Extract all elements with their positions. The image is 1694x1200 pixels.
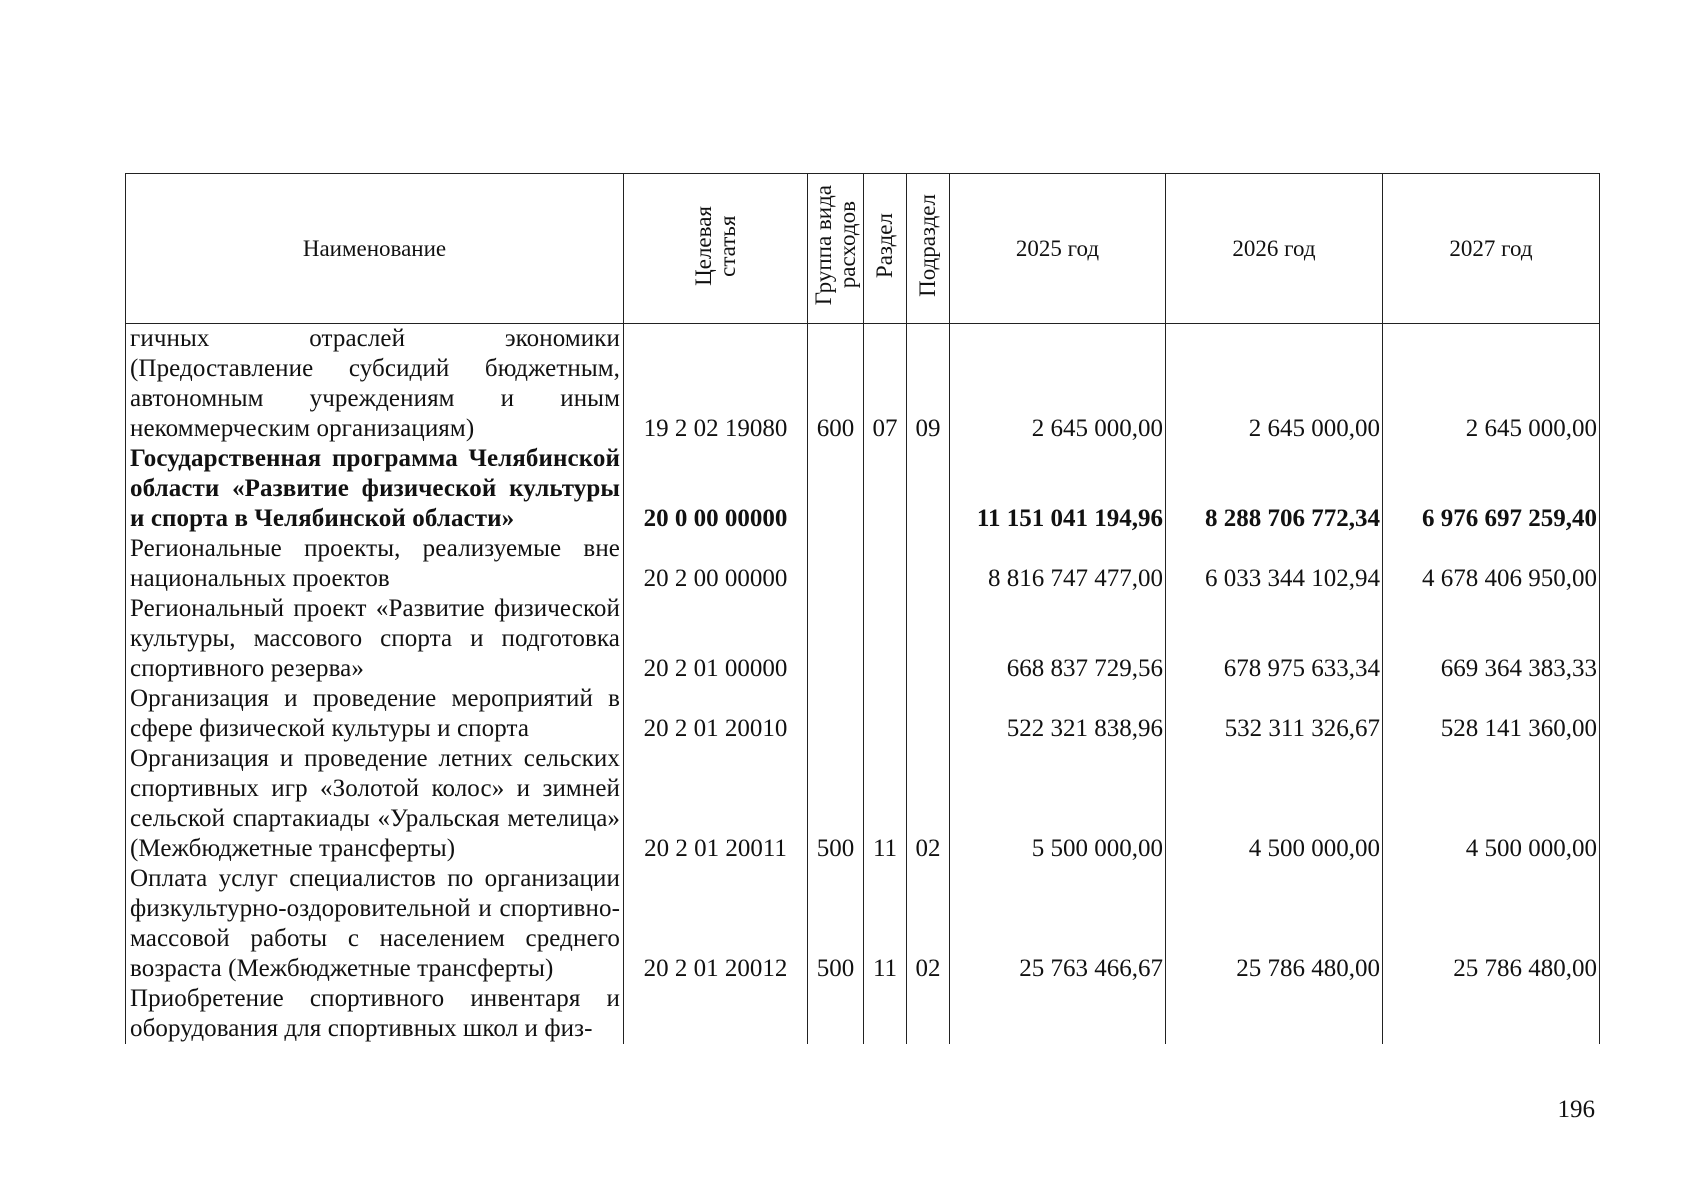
row-target-code: 20 2 00 00000 bbox=[624, 534, 808, 594]
row-2027: 528 141 360,00 bbox=[1383, 684, 1600, 744]
row-name: Организация и проведение летних сельских спортивных игр «Золотой колос» и зимней сельской спартакиады «Уральская метелица» (Межбюджетные трансферты) bbox=[126, 744, 624, 864]
table-row bbox=[126, 534, 1600, 594]
row-name: Региональный проект «Развитие физической культуры, массового спорта и подготовка спортивного резерва» bbox=[126, 594, 624, 684]
row-2026: 4 500 000,00 bbox=[1166, 744, 1383, 864]
table-row bbox=[126, 444, 1600, 534]
row-2027: 4 500 000,00 bbox=[1383, 744, 1600, 864]
row-section bbox=[864, 594, 907, 684]
row-target-code: 19 2 02 19080 bbox=[624, 324, 808, 445]
header-subsection-label: Подраздел bbox=[915, 194, 940, 297]
row-subsection bbox=[907, 444, 950, 534]
row-2026: 8 288 706 772,34 bbox=[1166, 444, 1383, 534]
row-2025: 2 645 000,00 bbox=[950, 324, 1166, 445]
row-2025: 5 500 000,00 bbox=[950, 744, 1166, 864]
row-2027: 669 364 383,33 bbox=[1383, 594, 1600, 684]
row-name: Организация и проведение мероприятий в сфере физической культуры и спорта bbox=[126, 684, 624, 744]
header-name: Наименование bbox=[126, 174, 624, 324]
row-2026: 2 645 000,00 bbox=[1166, 324, 1383, 445]
row-2026: 678 975 633,34 bbox=[1166, 594, 1383, 684]
row-section bbox=[864, 444, 907, 534]
row-section: 07 bbox=[864, 324, 907, 445]
row-2026: 6 033 344 102,94 bbox=[1166, 534, 1383, 594]
header-subsection bbox=[907, 174, 950, 324]
row-2025: 522 321 838,96 bbox=[950, 684, 1166, 744]
table-row bbox=[126, 684, 1600, 744]
header-group-label: Группа вида расходов bbox=[810, 185, 860, 306]
header-2026: 2026 год bbox=[1166, 174, 1383, 324]
table-row bbox=[126, 984, 1600, 1044]
row-2027: 2 645 000,00 bbox=[1383, 324, 1600, 445]
row-2025: 25 763 466,67 bbox=[950, 864, 1166, 984]
row-group bbox=[808, 534, 864, 594]
header-row bbox=[126, 174, 1600, 324]
row-subsection bbox=[907, 594, 950, 684]
row-group bbox=[808, 444, 864, 534]
row-group: 500 bbox=[808, 864, 864, 984]
row-subsection: 09 bbox=[907, 324, 950, 445]
row-section: 11 bbox=[864, 864, 907, 984]
row-2026 bbox=[1166, 984, 1383, 1044]
table-row bbox=[126, 864, 1600, 984]
row-2025 bbox=[950, 984, 1166, 1044]
row-subsection bbox=[907, 684, 950, 744]
row-2026: 532 311 326,67 bbox=[1166, 684, 1383, 744]
row-name: Оплата услуг специалистов по организации физкультурно-оздоровительной и спортивно-массовой работы с населением среднего возраста (Межбюджетные трансферты) bbox=[126, 864, 624, 984]
row-name: гичных отраслей экономики (Предоставление субсидий бюджетным, автономным учреждениям и иным некоммерческим организациям) bbox=[126, 324, 624, 445]
row-section: 11 bbox=[864, 744, 907, 864]
header-section-label: Раздел bbox=[872, 212, 897, 279]
header-target-label: Целевая статья bbox=[690, 205, 740, 286]
row-2025: 11 151 041 194,96 bbox=[950, 444, 1166, 534]
row-target-code: 20 2 01 20010 bbox=[624, 684, 808, 744]
budget-table bbox=[125, 173, 1600, 1044]
row-subsection bbox=[907, 534, 950, 594]
row-group: 600 bbox=[808, 324, 864, 445]
row-subsection: 02 bbox=[907, 864, 950, 984]
table-row bbox=[126, 744, 1600, 864]
row-group bbox=[808, 984, 864, 1044]
header-group bbox=[808, 174, 864, 324]
row-target-code: 20 2 01 00000 bbox=[624, 594, 808, 684]
row-section bbox=[864, 534, 907, 594]
header-2025: 2025 год bbox=[950, 174, 1166, 324]
row-group: 500 bbox=[808, 744, 864, 864]
table-row bbox=[126, 594, 1600, 684]
header-section bbox=[864, 174, 907, 324]
row-2027: 6 976 697 259,40 bbox=[1383, 444, 1600, 534]
row-2026: 25 786 480,00 bbox=[1166, 864, 1383, 984]
page-number: 196 bbox=[1557, 1096, 1595, 1123]
row-group bbox=[808, 594, 864, 684]
row-target-code: 20 0 00 00000 bbox=[624, 444, 808, 534]
row-2025: 8 816 747 477,00 bbox=[950, 534, 1166, 594]
row-2027 bbox=[1383, 984, 1600, 1044]
row-2025: 668 837 729,56 bbox=[950, 594, 1166, 684]
row-section bbox=[864, 684, 907, 744]
row-name: Приобретение спортивного инвентаря и оборудования для спортивных школ и физ- bbox=[126, 984, 624, 1044]
row-2027: 4 678 406 950,00 bbox=[1383, 534, 1600, 594]
row-target-code bbox=[624, 984, 808, 1044]
row-group bbox=[808, 684, 864, 744]
row-target-code: 20 2 01 20012 bbox=[624, 864, 808, 984]
row-target-code: 20 2 01 20011 bbox=[624, 744, 808, 864]
row-subsection: 02 bbox=[907, 744, 950, 864]
row-2027: 25 786 480,00 bbox=[1383, 864, 1600, 984]
row-subsection bbox=[907, 984, 950, 1044]
table-row bbox=[126, 324, 1600, 445]
header-2027: 2027 год bbox=[1383, 174, 1600, 324]
row-section bbox=[864, 984, 907, 1044]
row-name: Региональные проекты, реализуемые вне национальных проектов bbox=[126, 534, 624, 594]
row-name: Государственная программа Челябинской области «Развитие физической культуры и спорта в Челябинской области» bbox=[126, 444, 624, 534]
header-target bbox=[624, 174, 808, 324]
